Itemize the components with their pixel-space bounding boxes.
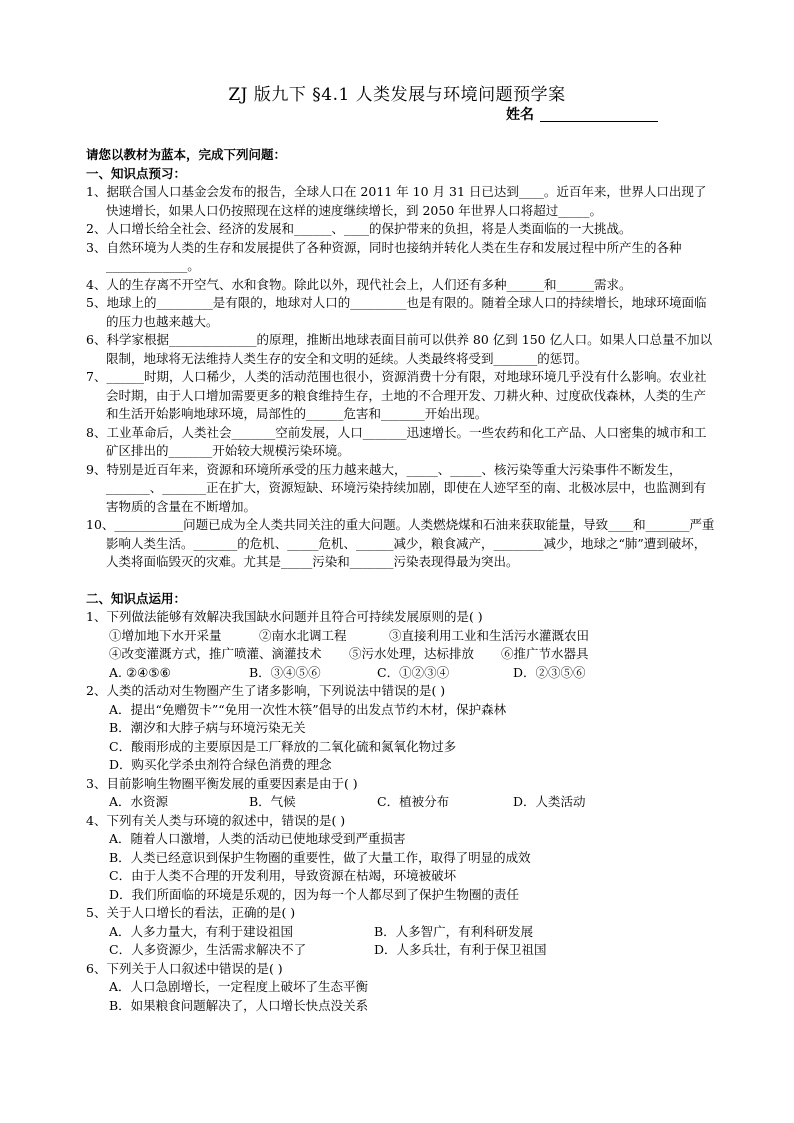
mcq-1-item: ⑤污水处理，达标排放 (349, 646, 475, 661)
intro-text: 请您以教材为蓝本，完成下列问题： (86, 147, 287, 162)
preview-question-2: 2、人口增长给全社会、经济的发展和______、____的保护带来的负担，将是人类面临的一大挑战。 (86, 221, 632, 236)
mcq-2-option-a: A．提出“免赠贺卡”“免用一次性木筷”倡导的出发点节约木材，保护森林 (109, 701, 507, 717)
mcq-1-choices (86, 664, 716, 683)
mcq-4-option-d: D．我们所面临的环境是乐观的，因为每一个人都尽到了保护生物圈的责任 (109, 886, 520, 902)
name-field (506, 104, 658, 124)
preview-question-7: 7、______时期，人口稀少，人类的活动范围也很小，资源消费十分有限，对地球环境几乎没有什么影响。农业社会时期，由于人口增加需要更多的粮食维持生存，土地的不合理开发、刀耕火种、过度砍伐森林，人类的生产和生活开始影响地球环境，局部性的______危害和_______开始出现。 (86, 369, 707, 421)
mcq-1-choice-c: C．①②③④ (377, 664, 450, 680)
worksheet-content (86, 146, 716, 1015)
preview-question-3: 3、自然环境为人类的生存和发展提供了各种资源，同时也接纳并转化人类在生存和发展过程中所产生的各种_____________。 (86, 239, 682, 273)
mcq-3-choices (86, 793, 716, 812)
page-title: ZJ 版九下 §4.1 人类发展与环境问题预学案 (228, 85, 566, 105)
preview-question-9: 9、特别是近百年来，资源和环境所承受的压力越来越大，_____、_____、核污染等重大污染事件不断发生，_______、_______正在扩大，资源短缺、环境污染持续加剧，即使在人迹罕至的南、北极冰层中，也监测到有害物质的含量在不断增加。 (86, 461, 707, 514)
preview-question-6: 6、科学家根据______________的原理，推断出地球表面目前可以供养 80 亿到 150 亿人口。如果人口总量不加以限制，地球将无法维持人类生存的安全和文明的延续。人类最终将受到_______的惩罚。 (86, 332, 713, 366)
mcq-1-choice-d: D．②③⑤⑥ (513, 664, 586, 680)
mcq-5-choice-a: A．人多力量大，有利于建设祖国 (109, 923, 294, 939)
mcq-1-item: ②南水北调工程 (259, 627, 347, 643)
mcq-4-option-a: A．随着人口激增，人类的活动已使地球受到严重损害 (109, 831, 406, 846)
section-2-heading: 二、知识点运用： (86, 590, 187, 606)
preview-question-1: 1、据联合国人口基金会发布的报告，全球人口在 2011 年 10 月 31 日已达到____。近百年来，世界人口出现了快速增长，如果人口仍按照现在这样的速度继续增长，到 2050 年世界人口将超过_____。 (86, 184, 707, 218)
name-blank (540, 107, 658, 122)
mcq-1-items-row-1 (86, 627, 716, 646)
mcq-2-option-d: D．购买化学杀虫剂符合绿色消费的理念 (109, 757, 332, 772)
mcq-3-choice-a: A．水资源 (109, 794, 169, 809)
mcq-4-option-b: B．人类已经意识到保护生物圈的重要性，做了大量工作，取得了明显的成效 (109, 849, 531, 865)
mcq-5-choice-b: B．人多智广，有利科研发展 (374, 923, 534, 939)
preview-question-10: 10、___________问题已成为全人类共同关注的重大问题。人类燃烧煤和石油来获取能量，导致____和_______严重影响人类生活。_______的危机、_____危机、______减少，粮食减产，________减少，地球之“肺”遭到破坏，人类将面临毁灭的灾难。尤其是_____污染和_______污染表现得最为突出。 (86, 517, 715, 569)
mcq-1-choice-a: A. ②④⑤⑥ (109, 664, 171, 680)
mcq-3-choice-d: D．人类活动 (513, 794, 586, 809)
mcq-1-stem: 1、下列做法能够有效解决我国缺水问题并且符合可持续发展原则的是( ) (86, 609, 483, 624)
mcq-2-option-c: C．酸雨形成的主要原因是工厂释放的二氧化硫和氮氧化物过多 (109, 738, 457, 754)
preview-question-4: 4、人的生存离不开空气、水和食物。除此以外，现代社会上，人们还有多种______和______需求。 (86, 276, 632, 292)
mcq-5-choices-row-2 (86, 941, 716, 960)
mcq-6-option-a: A．人口急剧增长，一定程度上破坏了生态平衡 (109, 979, 369, 994)
mcq-2-option-b: B．潮汐和大脖子病与环境污染无关 (109, 720, 306, 735)
mcq-4-option-c: C．由于人类不合理的开发利用，导致资源在枯竭，环境被破坏 (109, 868, 457, 883)
section-1-heading: 一、知识点预习： (86, 165, 187, 181)
mcq-6-stem: 6、下列关于人口叙述中错误的是( ) (86, 960, 283, 976)
mcq-4-stem: 4、下列有关人类与环境的叙述中，错误的是( ) (86, 812, 346, 828)
mcq-2-stem: 2、人类的活动对生物圈产生了诸多影响，下列说法中错误的是( ) (86, 683, 446, 698)
preview-question-8: 8、工业革命后，人类社会_______空前发展，人口_______迅速增长。一些农药和化工产品、人口密集的城市和工矿区排出的_______开始较大规模污染环境。 (86, 424, 707, 458)
mcq-5-stem: 5、关于人口增长的看法，正确的是( ) (86, 905, 296, 920)
mcq-1-item: ①增加地下水开采量 (109, 627, 222, 643)
mcq-5-choice-d: D．人多兵壮，有利于保卫祖国 (374, 942, 547, 957)
mcq-1-items-row-2 (86, 645, 716, 664)
mcq-3-choice-c: C．植被分布 (377, 794, 450, 809)
mcq-5-choices-row-1 (86, 923, 716, 942)
preview-question-5: 5、地球上的_________是有限的，地球对人口的_________也是有限的。随着全球人口的持续增长，地球环境面临的压力也越来越大。 (86, 295, 707, 329)
mcq-3-stem: 3、目前影响生物圈平衡发展的重要因素是由于( ) (86, 775, 358, 791)
mcq-1-item: ⑥推广节水器具 (501, 646, 589, 661)
mcq-6-option-b: B．如果粮食问题解决了，人口增长快点没关系 (109, 997, 369, 1013)
mcq-1-item: ④改变灌溉方式，推广喷灌、滴灌技术 (109, 646, 322, 661)
mcq-1-choice-b: B．③④⑤⑥ (249, 664, 321, 680)
mcq-3-choice-b: B．气候 (249, 794, 296, 809)
mcq-5-choice-c: C．人多资源少，生活需求解决不了 (109, 942, 307, 957)
mcq-1-item: ③直接利用工业和生活污水灌溉农田 (389, 627, 590, 643)
name-label: 姓名 (506, 107, 534, 123)
